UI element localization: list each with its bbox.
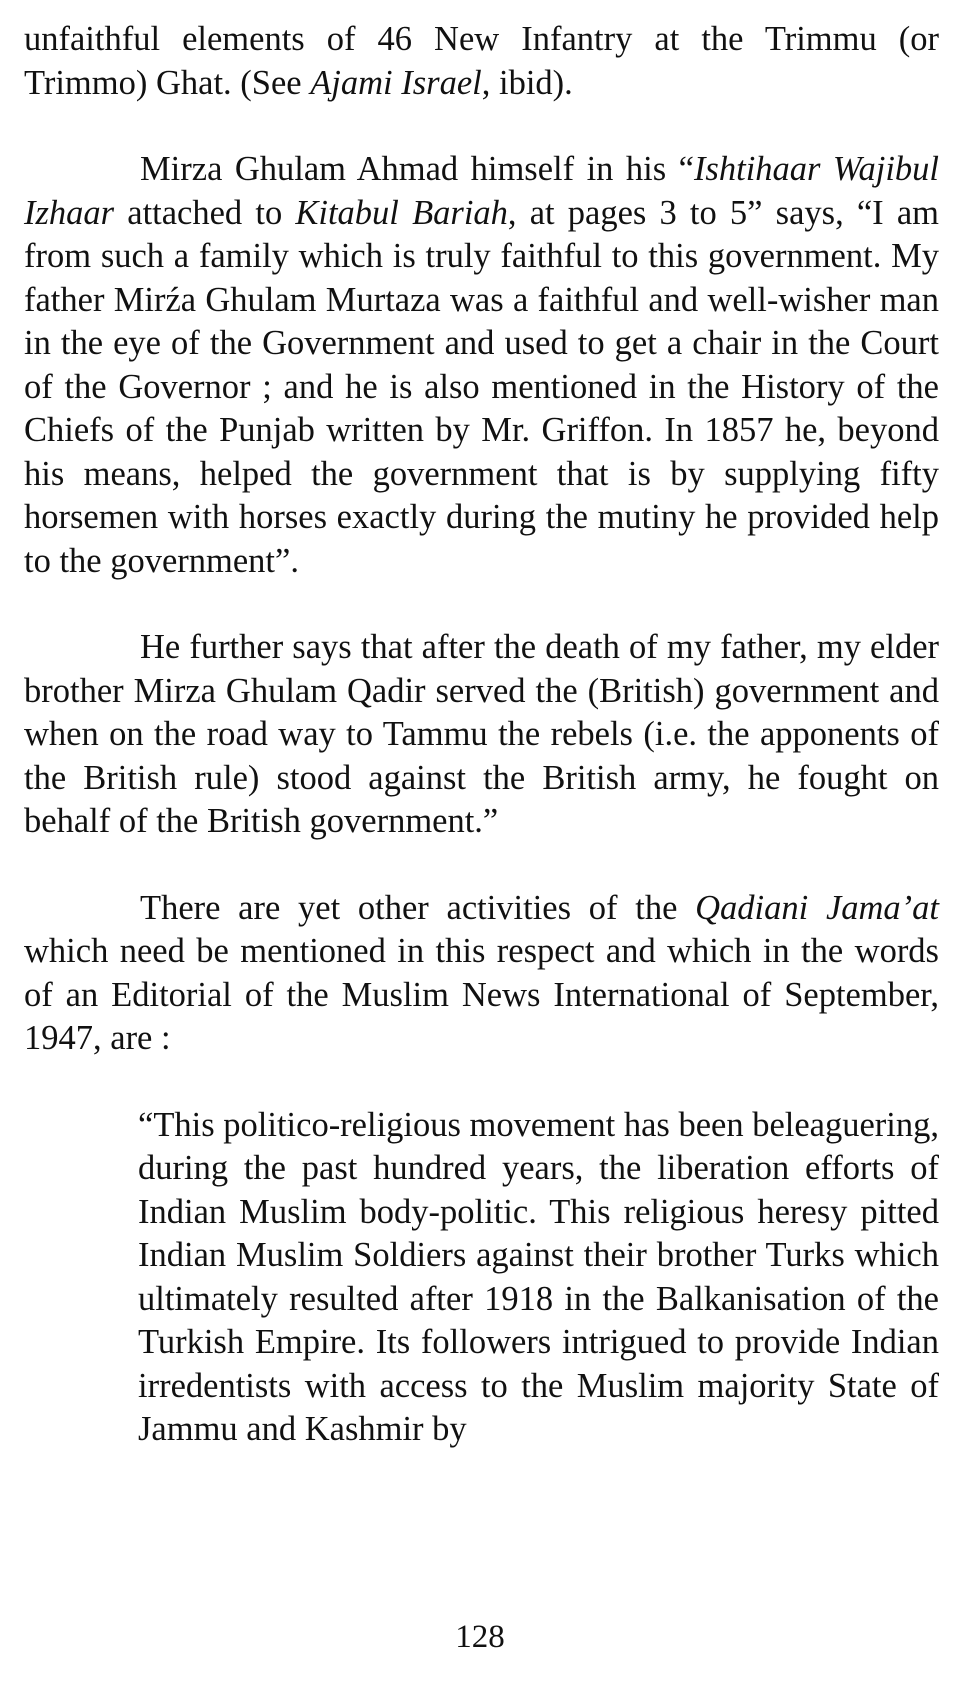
- editorial-quote: [138, 1104, 939, 1452]
- paragraph-text: , at pages 3 to 5” says, “I am from such a family which is truly faithful to this government. My father Mirźa Ghulam Murtaza was a faithful and well-wisher man in the eye of the Government and used to get a chair in the Court of the Governor ; and he is also mentioned in the History of the Chiefs of the Punjab written by Mr. Griffon. In 1857 he, beyond his means, helped the government that is by supplying fifty horsemen with horses exactly during the mutiny he provided help to the government”.: [24, 193, 939, 580]
- paragraph-other-activities: [24, 887, 939, 1061]
- italic-title: Kitabul Bariah: [295, 193, 508, 232]
- italic-title: Ajami Israel: [310, 63, 482, 102]
- paragraph-text: There are yet other activities of the: [140, 888, 696, 927]
- book-page: [24, 18, 939, 1452]
- paragraph-text: Mirza Ghulam Ahmad himself in his “: [140, 150, 694, 188]
- paragraph-elder-brother: [24, 626, 939, 844]
- paragraph-text: He further says that after the death of my father, my elder brother Mirza Ghulam Qadir served the (British) government and when on the road way to Tammu the rebels (i.e. the apponents of the British rule) stood against the British army, he fought on behalf of the British government.”: [24, 628, 939, 840]
- italic-title: Ishtihaar Wajibul Izhaar: [24, 150, 940, 232]
- quote-text: “This politico-religious movement has been beleaguering, during the past hundred years, the liberation efforts of Indian Muslim body-politic. This religious heresy pitted Indian Muslim Soldiers against their brother Turks which ultimately resulted after 1918 in the Balkanisation of the Turkish Empire. Its followers intrigued to provide Indian irredentists with access to the Muslim majority State of Jammu and Kashmir by: [138, 1105, 939, 1448]
- paragraph-text: unfaithful elements of 46 New Infantry at the Trimmu (or Trimmo) Ghat. (See: [24, 20, 939, 102]
- paragraph-text: attached to: [114, 193, 296, 232]
- paragraph-mirza-ghulam-ahmad: [24, 148, 939, 583]
- italic-name: Qadiani Jama’at: [695, 888, 940, 927]
- paragraph-text: which need be mentioned in this respect and which in the words of an Editorial of the Muslim News International of September, 1947, are :: [24, 932, 939, 1057]
- paragraph-text: , ibid).: [481, 63, 573, 102]
- page-number: 128: [455, 1619, 505, 1655]
- paragraph-continuation: [24, 18, 939, 105]
